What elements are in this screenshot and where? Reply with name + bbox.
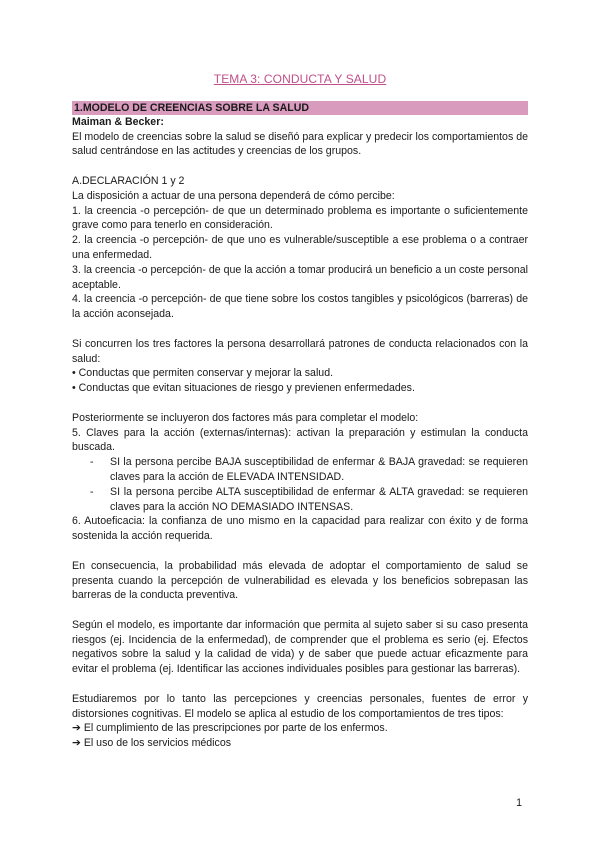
subsection-heading: A.DECLARACIÓN 1 y 2 (72, 174, 185, 187)
dash-symbol: - (90, 485, 94, 498)
authors: Maiman & Becker: (72, 115, 164, 128)
numbered-item: 2. la creencia -o percepción- de que uno es vulnerable/susceptible a ese problema o a contraer una enfermedad. (72, 234, 528, 261)
section-heading: 1.MODELO DE CREENCIAS SOBRE LA SALUD (72, 101, 528, 115)
numbered-item: 3. la creencia -o percepción- de que la acción a tomar producirá un beneficio a un coste personal aceptable. (72, 263, 528, 291)
document-page (72, 72, 528, 751)
dash-item (72, 455, 528, 485)
bullet-item: • Conductas que permiten conservar y mejorar la salud. (72, 367, 334, 380)
dash-symbol: - (90, 456, 94, 469)
arrow-item: ➔ El uso de los servicios médicos (72, 737, 232, 750)
numbered-item: 6. Autoeficacia: la confianza de uno mismo en la capacidad para realizar con éxito y de forma sostenida la acción requerida. (72, 515, 528, 543)
numbered-item: 5. Claves para la acción (externas/internas): activan la preparación y estimulan la conducta buscada. (72, 426, 528, 454)
document-title: TEMA 3: CONDUCTA Y SALUD (213, 72, 387, 86)
intro-paragraph: El modelo de creencias sobre la salud se diseñó para explicar y predecir los comportamientos de salud centrándose en las actitudes y creencias de los grupos. (72, 130, 528, 158)
arrow-item: ➔ El cumplimiento de las prescripciones por parte de los enfermos. (72, 722, 388, 735)
estudiaremos-paragraph: Estudiaremos por lo tanto las percepciones y creencias personales, fuentes de error y distorsiones cognitivas. El modelo se aplica al estudio de los comportamientos de tres tipos: (72, 692, 528, 720)
dash-item-text: SI la persona percibe ALTA susceptibilidad de enfermar & ALTA gravedad: se requieren claves para la acción NO DEMASIADO INTENSAS. (110, 485, 528, 513)
segun-paragraph: Según el modelo, es importante dar información que permita al sujeto saber si su caso presenta riesgos (ej. Incidencia de la enfermedad), de comprender que el problema es serio (ej. Efectos negativos sobre la salud y la calidad de vida) y de saber que puede actuar eficazmente para evitar el problema (ej. Identificar las acciones individuales posibles para gestionar las barreras). (72, 618, 528, 676)
dash-item-text: SI la persona percibe BAJA susceptibilidad de enfermar & BAJA gravedad: se requieren claves para la acción de ELEVADA INTENSIDAD. (110, 456, 528, 483)
declaracion-lead: La disposición a actuar de una persona dependerá de cómo percibe: (72, 189, 395, 202)
consecuencia-paragraph: En consecuencia, la probabilidad más elevada de adoptar el comportamiento de salud se presenta cuando la percepción de vulnerabilidad es elevada y los beneficios sobrepasan las barreras de la conducta preventiva. (72, 559, 528, 602)
bullet-item: • Conductas que evitan situaciones de riesgo y previenen enfermedades. (72, 382, 415, 395)
numbered-item: 4. la creencia -o percepción- de que tiene sobre los costos tangibles y psicológicos (barreras) de la acción aconsejada. (72, 293, 528, 321)
dash-item (72, 485, 528, 515)
posterior-lead: Posteriormente se incluyeron dos factores más para completar el modelo: (72, 411, 419, 424)
concurren-lead: Si concurren los tres factores la persona desarrollará patrones de conducta relacionados con la salud: (72, 337, 528, 365)
numbered-item: 1. la creencia -o percepción- de que un determinado problema es importante o suficientemente grave como para tenerlo en consideración. (72, 204, 528, 232)
page-number: 1 (516, 797, 522, 809)
